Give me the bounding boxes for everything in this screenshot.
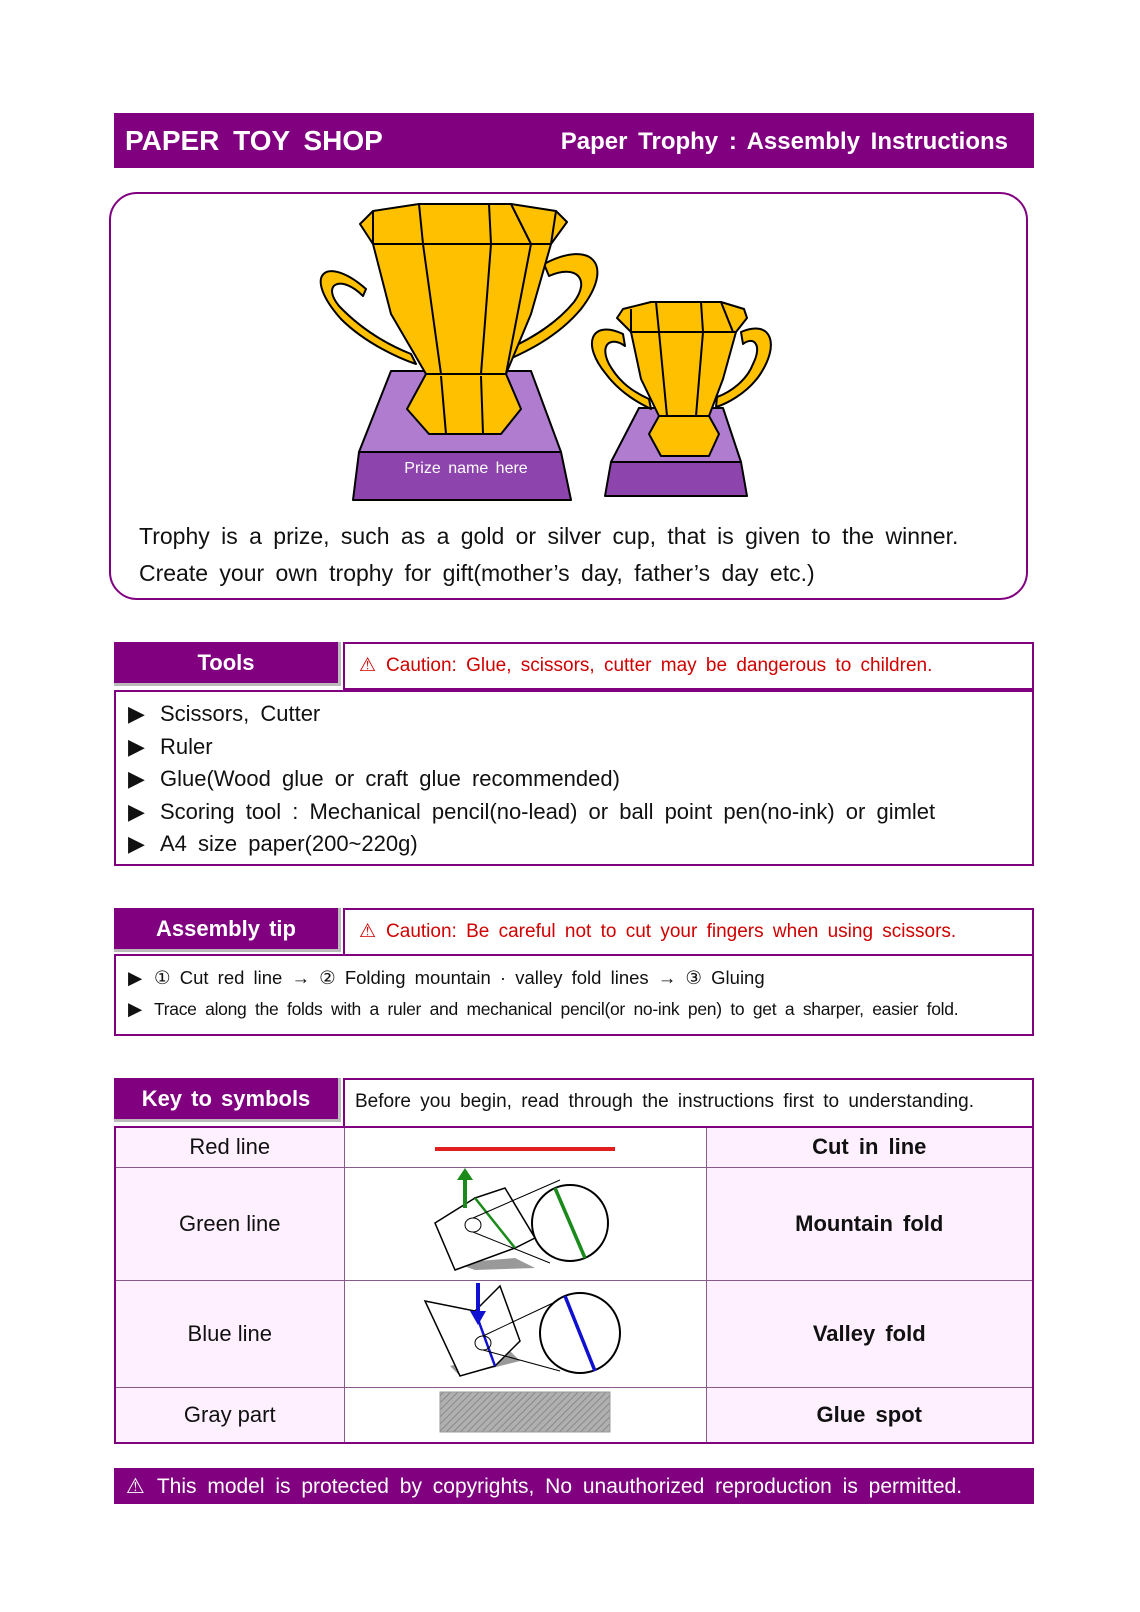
list-item	[116, 763, 1032, 796]
tool-item-text: A4 size paper(200~220g)	[160, 831, 418, 856]
tip-item-text: Trace along the folds with a ruler and mechanical pencil(or no-ink pen) to get a sharper, easier fold.	[154, 999, 959, 1019]
red-line-symbol	[344, 1127, 706, 1167]
symbols-table	[114, 1126, 1034, 1444]
symbol-meaning: Mountain fold	[706, 1167, 1033, 1280]
copyright-footer	[114, 1468, 1034, 1504]
page-header	[114, 113, 1034, 168]
big-trophy-rim	[360, 204, 567, 244]
small-trophy-base-front	[605, 462, 747, 496]
copyright-notice: This model is protected by copyrights, No unauthorized reproduction is permitted.	[156, 1475, 963, 1498]
warning-icon: ⚠	[359, 921, 377, 942]
bullet-arrow-icon: ▶	[128, 798, 145, 824]
tools-tab: Tools	[114, 642, 341, 686]
symbol-label: Green line	[115, 1167, 344, 1280]
bullet-arrow-icon: ▶	[128, 701, 145, 726]
list-item	[116, 796, 1032, 829]
bullet-arrow-icon: ▶	[128, 766, 145, 791]
trophy-description	[139, 518, 958, 592]
bullet-arrow-icon: ▶	[128, 998, 143, 1019]
caution-text: Caution: Be careful not to cut your fingers when using scissors.	[386, 921, 957, 942]
prize-name-plate: Prize name here	[404, 460, 528, 477]
table-row	[115, 1280, 1033, 1387]
description-line: Create your own trophy for gift(mother’s day, father’s day etc.)	[139, 560, 815, 586]
symbol-label: Gray part	[115, 1387, 344, 1443]
list-item	[116, 731, 1032, 764]
table-row	[115, 1167, 1033, 1280]
green-line-symbol	[344, 1167, 706, 1280]
gray-part-symbol	[344, 1387, 706, 1443]
mountain-fold-icon	[425, 1168, 625, 1274]
tool-item-text: Glue(Wood glue or craft glue recommended)	[160, 766, 620, 791]
key-note: Before you begin, read through the instructions first to understanding.	[343, 1078, 1034, 1126]
caution-text: Caution: Glue, scissors, cutter may be dangerous to children.	[386, 655, 933, 676]
red-cut-line-icon	[430, 1144, 620, 1154]
description-line: Trophy is a prize, such as a gold or silver cup, that is given to the winner.	[139, 523, 959, 549]
key-to-symbols-tab: Key to symbols	[114, 1078, 341, 1122]
valley-fold-icon	[420, 1281, 630, 1381]
bullet-arrow-icon: ▶	[128, 967, 143, 988]
assembly-caution	[343, 908, 1034, 956]
symbol-meaning: Cut in line	[706, 1127, 1033, 1167]
list-item	[116, 828, 1032, 861]
symbol-meaning: Valley fold	[706, 1280, 1033, 1387]
document-title: Paper Trophy : Assembly Instructions	[560, 128, 1008, 155]
tool-item-text: Ruler	[160, 733, 213, 759]
list-item	[116, 962, 1032, 993]
tip-item-text: ① Cut red line → ② Folding mountain · valley fold lines → ③ Gluing	[154, 967, 765, 988]
big-trophy-stem	[407, 374, 521, 434]
table-row	[115, 1387, 1033, 1443]
tool-item-text: Scissors, Cutter	[160, 701, 321, 726]
list-item	[116, 993, 1032, 1025]
glue-spot-icon	[438, 1390, 612, 1434]
brand-title: PAPER TOY SHOP	[125, 125, 383, 156]
symbol-label: Red line	[115, 1127, 344, 1167]
bullet-arrow-icon: ▶	[128, 831, 145, 856]
blue-line-symbol	[344, 1280, 706, 1387]
small-trophy-stem	[649, 416, 719, 456]
symbol-label: Blue line	[115, 1280, 344, 1387]
list-item	[116, 698, 1032, 731]
tools-list	[114, 690, 1034, 866]
bullet-arrow-icon: ▶	[128, 733, 145, 759]
assembly-tip-list	[114, 954, 1034, 1036]
tools-caution	[343, 642, 1034, 690]
tool-item-text: Scoring tool : Mechanical pencil(no-lead) or ball point pen(no-ink) or gimlet	[160, 798, 936, 824]
warning-icon: ⚠	[126, 1475, 145, 1498]
hero-panel	[109, 192, 1028, 600]
warning-icon: ⚠	[359, 655, 377, 676]
table-row	[115, 1127, 1033, 1167]
assembly-tip-tab: Assembly tip	[114, 908, 341, 952]
symbol-meaning: Glue spot	[706, 1387, 1033, 1443]
